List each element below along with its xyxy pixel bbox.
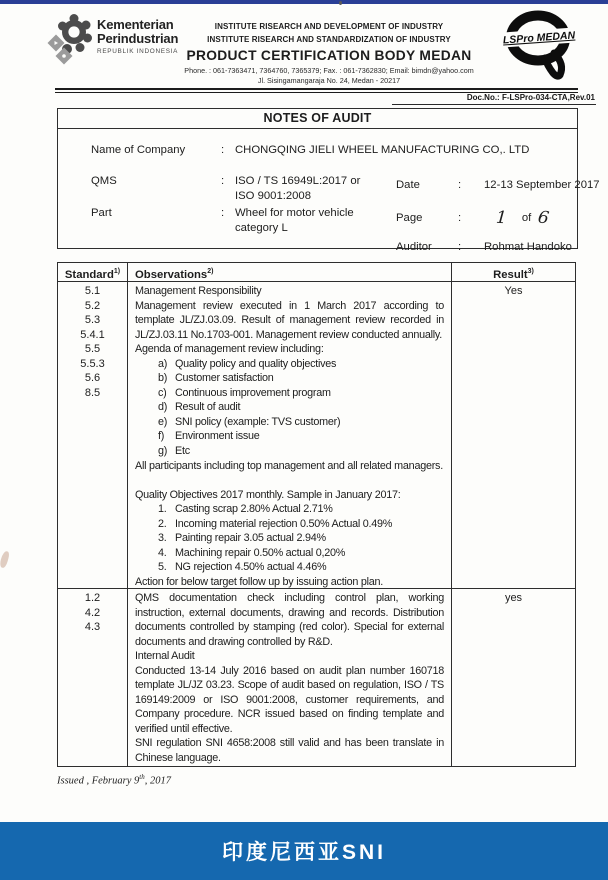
list-marker: f) [158,430,165,443]
list-item-text: Result of audit [175,401,241,414]
field-value-line: category L [235,222,288,234]
standard-code: 8.5 [84,386,101,399]
standard-code: 5.6 [84,372,101,385]
list-item-text: Environment issue [175,430,260,443]
list-marker: 1. [158,503,167,516]
field-colon: : [458,241,462,253]
contact-address-line: Jl. Sisingamangaraja No. 24, Medan - 20217 [257,75,401,85]
list-item-text: Quality policy and quality objectives [175,357,337,370]
list-marker: a) [158,357,168,370]
result-cell [452,282,575,588]
list-item-text: Painting repair 3.05 actual 2.94% [175,532,326,545]
form-body [58,129,600,253]
standard-code: 5.1 [84,285,101,297]
ministry-name [97,13,178,67]
banner-text: 印度尼西亚SNI [221,841,386,864]
field-value-line: CHONGQING JIELI WHEEL MANUFACTURING CO,. LTD [235,144,530,156]
list-marker: 2. [158,517,167,530]
field-colon: : [221,175,225,187]
observation-list-item [135,560,444,575]
contact-phone-line: Phone. : 061-7363471, 7364760, 7365379; Fax. : 061-7362830; Email: bimdn@yahoo.com [184,66,474,75]
field-label-company: Name of Company [91,144,186,156]
table-row [58,282,575,588]
certification-body-title: PRODUCT CERTIFICATION BODY MEDAN [186,48,472,63]
doc-number-line [0,93,596,102]
ministry-name-line1: Kementerian [97,17,174,32]
page-of-label: of [521,212,532,224]
form-field-auditor [396,240,572,255]
list-item-text: NG rejection 4.50% actual 4.46% [175,561,327,574]
standard-code: 5.5.3 [80,357,105,370]
field-label-auditor: Auditor [396,241,432,253]
column-header-footnote: 3) [527,268,534,275]
observation-list-item [135,357,444,372]
observation-gap [135,473,444,488]
scan-smudge [0,550,10,568]
letterhead-text-block [168,21,490,85]
standard-code: 1.2 [84,592,101,604]
list-marker: d) [158,401,168,414]
standard-code: 4.3 [84,621,101,634]
observation-line: Internal Audit [135,650,195,663]
standard-code: 5.5 [84,343,101,356]
column-header-label: Result [493,268,528,281]
observation-list-item [135,502,444,517]
observation-list-item [135,531,444,546]
list-marker: 4. [158,546,167,559]
form-field-page [396,207,551,229]
standard-codes-cell [58,282,127,588]
list-item-text: Machining repair 0.50% actual 0,20% [175,546,346,559]
institute-line1: INSTITUTE RISEARCH AND DEVELOPMENT OF INDUSTRY [214,22,444,31]
issued-prefix: Issued , February 9 [57,775,140,787]
observation-paragraph: QMS documentation check including control plan, working instruction, external documents, drawing and records. Distribution documents controlled by stamping (red color). Special for external documents and drawing controlled by R&D. [135,592,444,648]
observation-list-item [135,546,444,561]
result-value: yes [504,592,523,604]
field-value-date: 12-13 September 2017 [484,179,600,191]
field-value-line: ISO / TS 16949L:2017 or [235,175,361,187]
table-header-row [58,263,575,282]
ministry-gear-logo-icon [46,13,92,67]
observation-line: All participants including top management and all related managers. [135,459,443,472]
form-field-date [396,178,600,193]
result-value: Yes [504,285,523,297]
field-label-date: Date [396,179,420,191]
observations-cell [127,282,452,588]
field-colon: : [221,207,225,219]
observation-paragraph: SNI regulation SNI 4658:2008 still valid and has been translate in Chinese language. [135,737,444,765]
column-header-label: Standard [64,268,114,281]
scan-speck [339,1,342,5]
field-colon: : [221,144,225,156]
issued-date-line [57,773,171,787]
form-title: NOTES OF AUDIT [58,109,577,129]
observation-paragraph: Management review executed in 1 March 2017 according to template JL/ZJ.03.09. Result of management review recorded in JL/ZJ.03.11 No.1703-001. Management review conducted annually. [135,299,444,341]
observation-list-item [135,415,444,430]
field-colon: : [458,212,462,224]
issued-suffix: , 2017 [144,775,171,787]
column-header-standard [58,263,127,281]
audit-observations-table [57,262,576,767]
handwritten-page-total: 6 [536,207,551,229]
standard-code: 4.2 [84,606,101,619]
field-value-part [235,206,354,236]
table-row [58,588,575,766]
field-label-page: Page [396,212,423,224]
lspro-medan-logo-icon [502,9,576,81]
issued-ordinal: th [139,773,145,781]
result-cell [452,589,575,766]
observation-list-item [135,444,444,459]
field-label-part: Part [91,207,112,219]
ministry-name-sub: REPUBLIK INDONESIA [97,48,179,55]
observation-list-item [135,371,444,386]
list-marker: g) [158,445,168,458]
field-label-qms: QMS [91,175,117,187]
observation-list-item [135,429,444,444]
field-value-qms [235,174,360,204]
list-item-text: Casting scrap 2.80% Actual 2.71% [175,503,333,516]
observation-paragraph: Conducted 13-14 July 2016 based on audit plan number 160718 template JL/JZ 03.23. Scope of audit based on regulation, ISO / TS 169149:2009 or ISO 9001:2008, customer requirements, and Company procedure. NCR issued based on finding template and verified until effective. [135,664,444,735]
list-marker: e) [158,415,168,428]
standard-code: 5.3 [84,314,101,327]
ministry-name-line2: Perindustrian [97,31,179,46]
list-marker: c) [158,386,167,399]
list-marker: b) [158,372,168,385]
list-item-text: Customer satisfaction [175,372,274,385]
list-item-text: Continuous improvement program [175,386,331,399]
lspro-logo-text: LSPro MEDAN [502,29,576,47]
field-value-line: Wheel for motor vehicle [235,207,354,219]
list-marker: 3. [158,532,167,545]
ministry-logo-block [46,13,178,67]
column-header-footnote: 1) [113,268,121,275]
observation-line: Agenda of management review including: [135,343,324,356]
institute-line2: INSTITUTE RISEARCH AND STANDARDIZATION OF INDUSTRY [207,34,451,44]
observation-line: Quality Objectives 2017 monthly. Sample in January 2017: [135,488,401,501]
standard-codes-cell [58,589,127,766]
list-marker: 5. [158,561,167,574]
observation-list-item [135,517,444,532]
list-item-text: SNI policy (example: TVS customer) [175,415,341,428]
doc-number: Doc.No.: F-LSPro-034-CTA,Rev.01 [392,93,596,105]
lspro-medan-logo [502,9,576,86]
field-colon: : [458,179,462,191]
standard-code: 5.2 [84,299,101,312]
top-edge-bar [0,0,608,4]
standard-code: 5.4.1 [80,328,105,341]
column-header-footnote: 2) [207,268,214,275]
observation-list-item [135,400,444,415]
observations-cell [127,589,452,766]
handwritten-page-number: 1 [495,207,508,229]
bottom-banner [0,822,608,880]
list-item-text: Incoming material rejection 0.50% Actual 0.49% [175,517,393,530]
field-value-line: ISO 9001:2008 [235,190,312,202]
form-right-column [396,129,608,253]
observation-list-item [135,386,444,401]
list-item-text: Etc [175,445,190,458]
column-header-result [452,263,575,281]
column-header-label: Observations [135,268,208,281]
column-header-observations [127,263,452,281]
observation-line: Management Responsibility [135,285,262,297]
field-value-auditor: Rohmat Handoko [484,241,572,253]
notes-of-audit-box [57,108,600,253]
observation-line: Action for below target follow up by issuing action plan. [135,575,384,588]
